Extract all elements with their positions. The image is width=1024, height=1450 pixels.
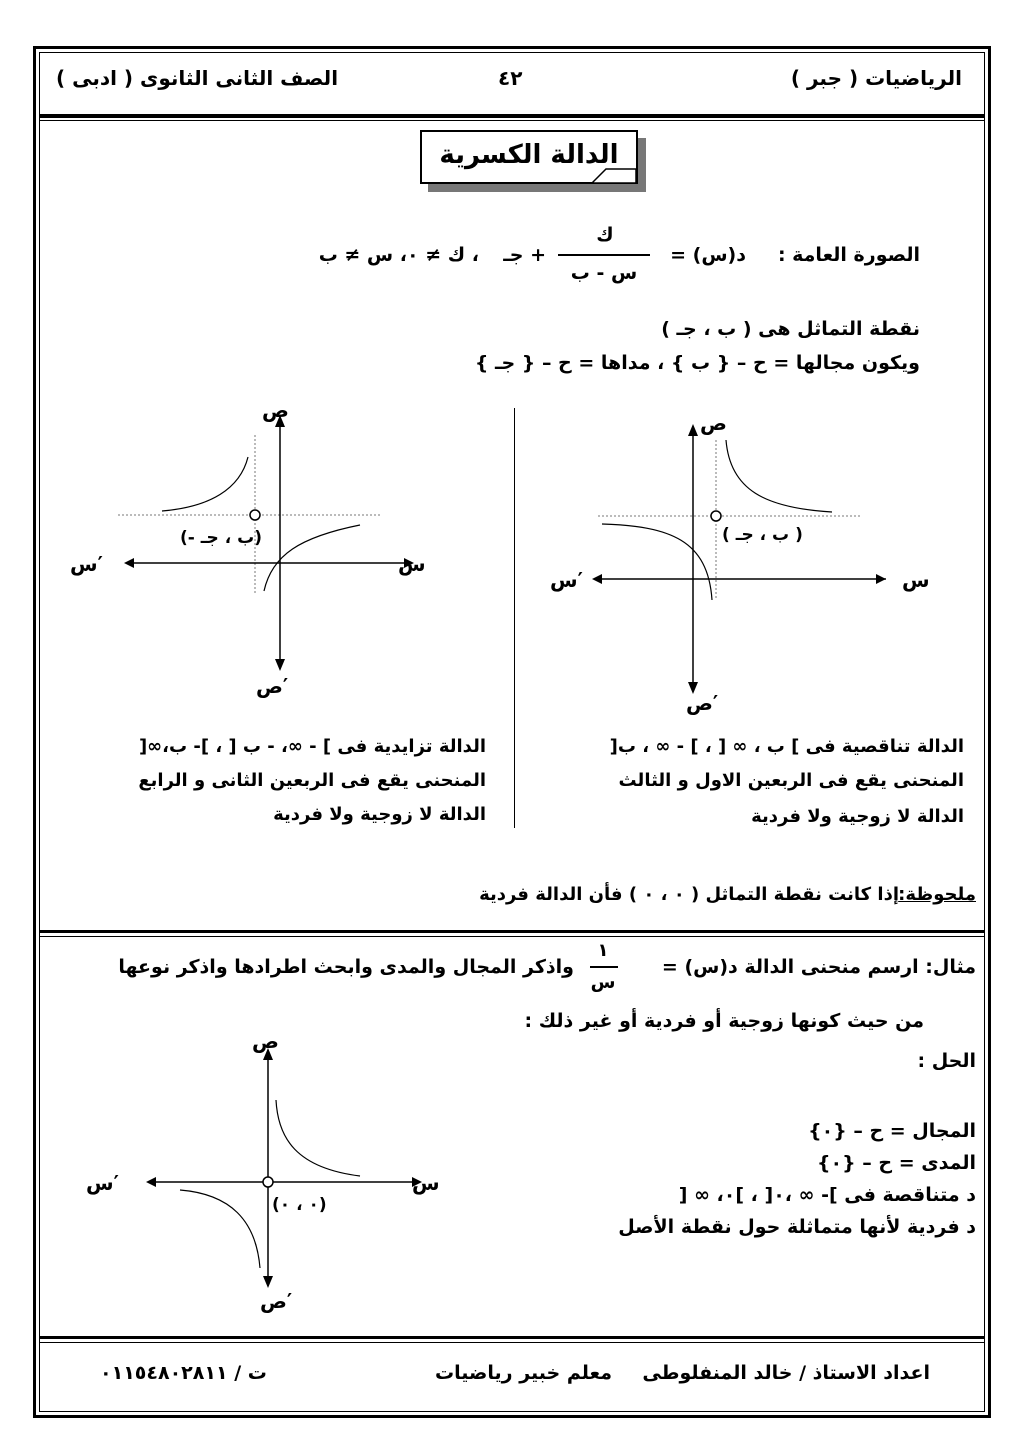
right-note-3: الدالة لا زوجية ولا فردية bbox=[751, 806, 964, 827]
example-line2: من حيث كونها زوجية أو فردية أو غير ذلك : bbox=[524, 1010, 924, 1032]
graph-left bbox=[50, 395, 490, 715]
graph-right-y-neg-label: ص′ bbox=[686, 691, 719, 715]
example-numerator: ١ bbox=[597, 940, 609, 961]
note-label: ملحوظة: bbox=[898, 884, 976, 905]
footer-divider-thin bbox=[39, 1342, 985, 1343]
symmetry-point: نقطة التماثل هى ( ب ، جـ ) bbox=[661, 318, 920, 340]
footer-phone: ت / ٠١١٥٤٨٠٢٨١١ bbox=[100, 1362, 267, 1384]
example-fraction-bar bbox=[590, 966, 618, 968]
footer-divider bbox=[39, 1336, 985, 1339]
header-grade: الصف الثانى الثانوى ( ادبى ) bbox=[56, 66, 339, 90]
solution-parity: د فردية لأنها متماثلة حول نقطة الأصل bbox=[618, 1216, 976, 1238]
general-form-conditions: ، ك ≠ ٠، س ≠ ب bbox=[318, 244, 479, 266]
left-note-1: الدالة تزايدية فى ] - ∞، - ب [ ، ]- ب،∞[ bbox=[138, 736, 486, 757]
graph-right bbox=[530, 400, 970, 720]
solution-monotonic: د متناقصة فى ]- ∞ ،٠[ ، ]٠، ∞ [ bbox=[678, 1184, 976, 1206]
example-rest: واذكر المجال والمدى وابحث اطرادها واذكر نوعها bbox=[118, 956, 574, 978]
header-page-number: ٤٢ bbox=[498, 66, 523, 90]
graph-left-x-label: س bbox=[398, 552, 426, 576]
graph-example bbox=[60, 1020, 500, 1320]
header-divider-thin bbox=[39, 120, 985, 121]
graph-left-point-label: (- ب ، جـ) bbox=[180, 528, 262, 548]
general-form-lhs: د(س) = bbox=[670, 244, 746, 266]
header-divider bbox=[39, 114, 985, 118]
graph-right-x-neg-label: س′ bbox=[550, 568, 583, 592]
footer-author: اعداد الاستاذ / خالد المنفلوطى bbox=[642, 1362, 930, 1384]
section-divider bbox=[39, 930, 985, 933]
graph-example-x-neg-label: س′ bbox=[86, 1171, 119, 1195]
footer-role: معلم خبير رياضيات bbox=[435, 1362, 612, 1384]
header-subject: الرياضيات ( جبر ) bbox=[790, 66, 962, 90]
graph-example-point-label: (٠ ، ٠) bbox=[272, 1195, 327, 1215]
general-form-denominator: س - ب bbox=[570, 262, 638, 284]
graph-right-point-label: ( ب ، جـ ) bbox=[722, 525, 803, 545]
graphs-divider bbox=[514, 408, 515, 828]
example-denominator: س bbox=[590, 972, 616, 993]
graph-left-y-label: ص bbox=[262, 398, 289, 422]
graph-left-y-neg-label: ص′ bbox=[256, 674, 289, 698]
page-title: الدالة الكسرية bbox=[439, 140, 619, 170]
solution-range: المدى = ح – {٠} bbox=[816, 1152, 976, 1174]
right-note-1: الدالة تناقصية فى ] ب ، ∞ [ ، ] - ∞ ، ب[ bbox=[609, 736, 964, 757]
graph-example-y-neg-label: ص′ bbox=[260, 1289, 293, 1313]
graph-example-x-label: س bbox=[412, 1171, 440, 1195]
general-form-fraction-bar bbox=[558, 254, 650, 256]
graph-left-x-neg-label: س′ bbox=[70, 552, 103, 576]
graph-example-y-label: ص bbox=[252, 1029, 279, 1053]
section-divider-thin bbox=[39, 936, 985, 937]
graph-right-y-label: ص bbox=[700, 411, 727, 435]
right-note-2: المنحنى يقع فى الربعين الاول و الثالث bbox=[618, 770, 964, 791]
solution-label: الحل : bbox=[917, 1050, 976, 1072]
left-note-3: الدالة لا زوجية ولا فردية bbox=[273, 804, 486, 825]
general-form-plus-c: + جـ bbox=[503, 244, 546, 266]
graph-right-x-label: س bbox=[902, 568, 930, 592]
note-text: إذا كانت نقطة التماثل ( ٠ ، ٠ ) فأن الدالة فردية bbox=[479, 884, 899, 905]
general-form-label: الصورة العامة : bbox=[777, 244, 920, 266]
domain-range: ويكون مجالها = ح – { ب } ، مداها = ح – { جـ } bbox=[474, 352, 920, 374]
solution-domain: المجال = ح – {٠} bbox=[808, 1120, 976, 1142]
example-intro: مثال: ارسم منحنى الدالة د(س) = bbox=[661, 956, 976, 978]
left-note-2: المنحنى يقع فى الربعين الثانى و الرابع bbox=[138, 770, 486, 791]
general-form-numerator: ك bbox=[596, 224, 614, 246]
